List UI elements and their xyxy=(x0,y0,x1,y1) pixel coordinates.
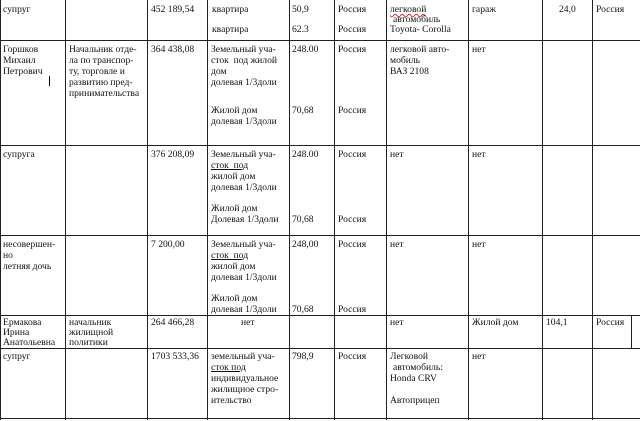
row0-country-1: Россия xyxy=(338,4,367,15)
row0-vehicle-2: автомобиль xyxy=(393,14,441,25)
row0-area-2: 62.3 xyxy=(292,24,309,35)
row0-area-1: 50,9 xyxy=(292,4,309,15)
v-rule xyxy=(386,0,387,420)
row3-area-1: 248,00 xyxy=(292,239,319,250)
row0-use-country: Россия xyxy=(596,4,625,15)
row1-name-2: Михаил xyxy=(3,55,36,66)
row2-income: 376 208,09 xyxy=(151,149,195,160)
row4-use-type: Жилой дом xyxy=(472,317,519,328)
row5-prop1-5: ительство xyxy=(211,395,252,406)
row1-country-2: Россия xyxy=(338,105,367,116)
row0-property-1: квартира xyxy=(212,4,249,15)
row0-country-2: Россия xyxy=(338,24,367,35)
v-rule xyxy=(289,0,290,420)
h-rule xyxy=(0,315,640,316)
v-rule xyxy=(631,315,632,348)
row4-name-3: Анатольевна xyxy=(3,337,56,348)
row5-prop1-2: сток под xyxy=(211,362,246,373)
row1-position-3: ту, торговле и xyxy=(69,66,125,77)
row5-prop1-3: индивидуальное xyxy=(211,373,279,384)
row3-country-1: Россия xyxy=(338,239,367,250)
row5-area: 798,9 xyxy=(292,351,314,362)
row4-name-1: Ермакова xyxy=(3,317,42,328)
row1-name-1: Горшков xyxy=(3,44,39,55)
row5-prop1-1: земельный уча- xyxy=(211,351,275,362)
row5-name: супруг xyxy=(3,351,31,362)
row5-country: Россия xyxy=(338,351,367,362)
row1-prop1-3: дом xyxy=(211,66,227,77)
row3-name-1: несовершен- xyxy=(3,239,56,250)
row0-vehicle-1: легковой xyxy=(390,4,427,15)
row3-vehicle: нет xyxy=(390,239,404,250)
h-rule xyxy=(0,40,640,41)
row5-income: 1703 533,36 xyxy=(151,351,199,362)
row4-position-1: начальник xyxy=(69,317,112,328)
row5-vehicle-4: Автоприцеп xyxy=(390,395,440,406)
row2-prop2-1: Жилой дом xyxy=(211,203,258,214)
v-rule xyxy=(0,0,1,420)
row2-country-2: Россия xyxy=(338,214,367,225)
row1-position-4: развитию пред- xyxy=(69,77,133,88)
row3-area-2: 70,68 xyxy=(292,304,314,315)
row2-area-2: 70,68 xyxy=(292,214,314,225)
row1-area-1: 248.00 xyxy=(292,44,319,55)
row5-prop1-4: жилищное стро- xyxy=(211,384,279,395)
row1-position-1: Начальник отде- xyxy=(69,44,137,55)
row4-use-country: Россия xyxy=(596,317,625,328)
row1-vehicle-3: ВАЗ 2108 xyxy=(390,66,429,77)
row2-prop1-2: сток под xyxy=(211,160,249,171)
row2-prop1-3: жилой дом xyxy=(211,171,256,182)
row3-prop1-2: сток под xyxy=(211,250,249,261)
v-rule xyxy=(542,0,543,420)
row3-prop1-3: жилой дом xyxy=(211,261,256,272)
row1-prop1-1: Земельный уча- xyxy=(211,44,276,55)
row2-area-1: 248.00 xyxy=(292,149,319,160)
row2-vehicle: нет xyxy=(390,149,404,160)
v-rule xyxy=(65,0,66,420)
v-rule xyxy=(334,0,335,420)
h-rule xyxy=(0,145,640,146)
row1-prop1-2: сток под жилой xyxy=(211,55,277,66)
row1-country-1: Россия xyxy=(338,44,367,55)
row2-use-type: нет xyxy=(472,149,486,160)
row0-vehicle-3: Toyota- Corolla xyxy=(390,24,451,35)
row4-income: 264 466,28 xyxy=(151,317,195,328)
row2-name: супруга xyxy=(3,149,35,160)
row1-vehicle-1: легковой авто- xyxy=(390,44,450,55)
row2-prop1-1: Земельный уча- xyxy=(211,149,276,160)
row1-use-type: нет xyxy=(472,44,486,55)
row3-prop2-1: Жилой дом xyxy=(211,293,258,304)
row4-position-2: жилищной xyxy=(69,327,114,338)
row5-vehicle-2: автомобиль: xyxy=(393,362,443,373)
row4-use-area: 104,1 xyxy=(546,317,568,328)
row3-name-2: но xyxy=(3,250,13,261)
v-rule xyxy=(207,0,208,420)
row1-prop2-2: долевая 1/3доли xyxy=(211,116,277,127)
row4-position-3: политики xyxy=(69,337,108,348)
v-rule xyxy=(468,0,469,420)
row5-use-type: нет xyxy=(472,351,486,362)
row3-country-2: Россия xyxy=(338,304,367,315)
row1-income: 364 438,08 xyxy=(151,44,195,55)
row4-name-2: Ирина xyxy=(3,327,30,338)
row0-use-type: гараж xyxy=(472,4,496,15)
row1-prop2-1: Жилой дом xyxy=(211,105,258,116)
row0-property-2: квартира xyxy=(212,24,249,35)
row0-use-area: 24,0 xyxy=(559,4,576,15)
row3-use-type: нет xyxy=(472,239,486,250)
row3-prop1-4: долевая 1/3доли xyxy=(211,272,277,283)
text-caret xyxy=(49,76,50,86)
row1-position-5: принимательства xyxy=(69,88,140,99)
row0-income: 452 189,54 xyxy=(151,4,195,15)
row3-prop2-2: долевая 1/3доли xyxy=(211,304,277,315)
h-rule xyxy=(0,418,640,419)
row2-prop1-4: долевая 1/3доли xyxy=(211,182,277,193)
row2-prop2-2: Долевая 1/3доли xyxy=(211,214,279,225)
row3-name-3: летняя дочь xyxy=(3,261,52,272)
row1-vehicle-2: мобиль xyxy=(390,55,421,66)
row3-prop1-1: Земельный уча- xyxy=(211,239,276,250)
row0-name: супруг xyxy=(3,4,31,15)
row5-vehicle-3: Honda CRV xyxy=(390,373,437,384)
row1-prop1-4: долевая 1/3доли xyxy=(211,77,277,88)
row1-position-2: ла по транспор- xyxy=(69,55,134,66)
h-rule xyxy=(0,235,640,236)
row2-country-1: Россия xyxy=(338,149,367,160)
row4-vehicle: нет xyxy=(390,317,404,328)
row3-income: 7 200,00 xyxy=(151,239,185,250)
row1-name-3: Петрович xyxy=(3,66,43,77)
row4-property: нет xyxy=(241,317,255,328)
row1-area-2: 70,68 xyxy=(292,105,314,116)
v-rule xyxy=(592,0,593,420)
row5-vehicle-1: Легковой xyxy=(390,351,428,362)
v-rule xyxy=(147,0,148,420)
